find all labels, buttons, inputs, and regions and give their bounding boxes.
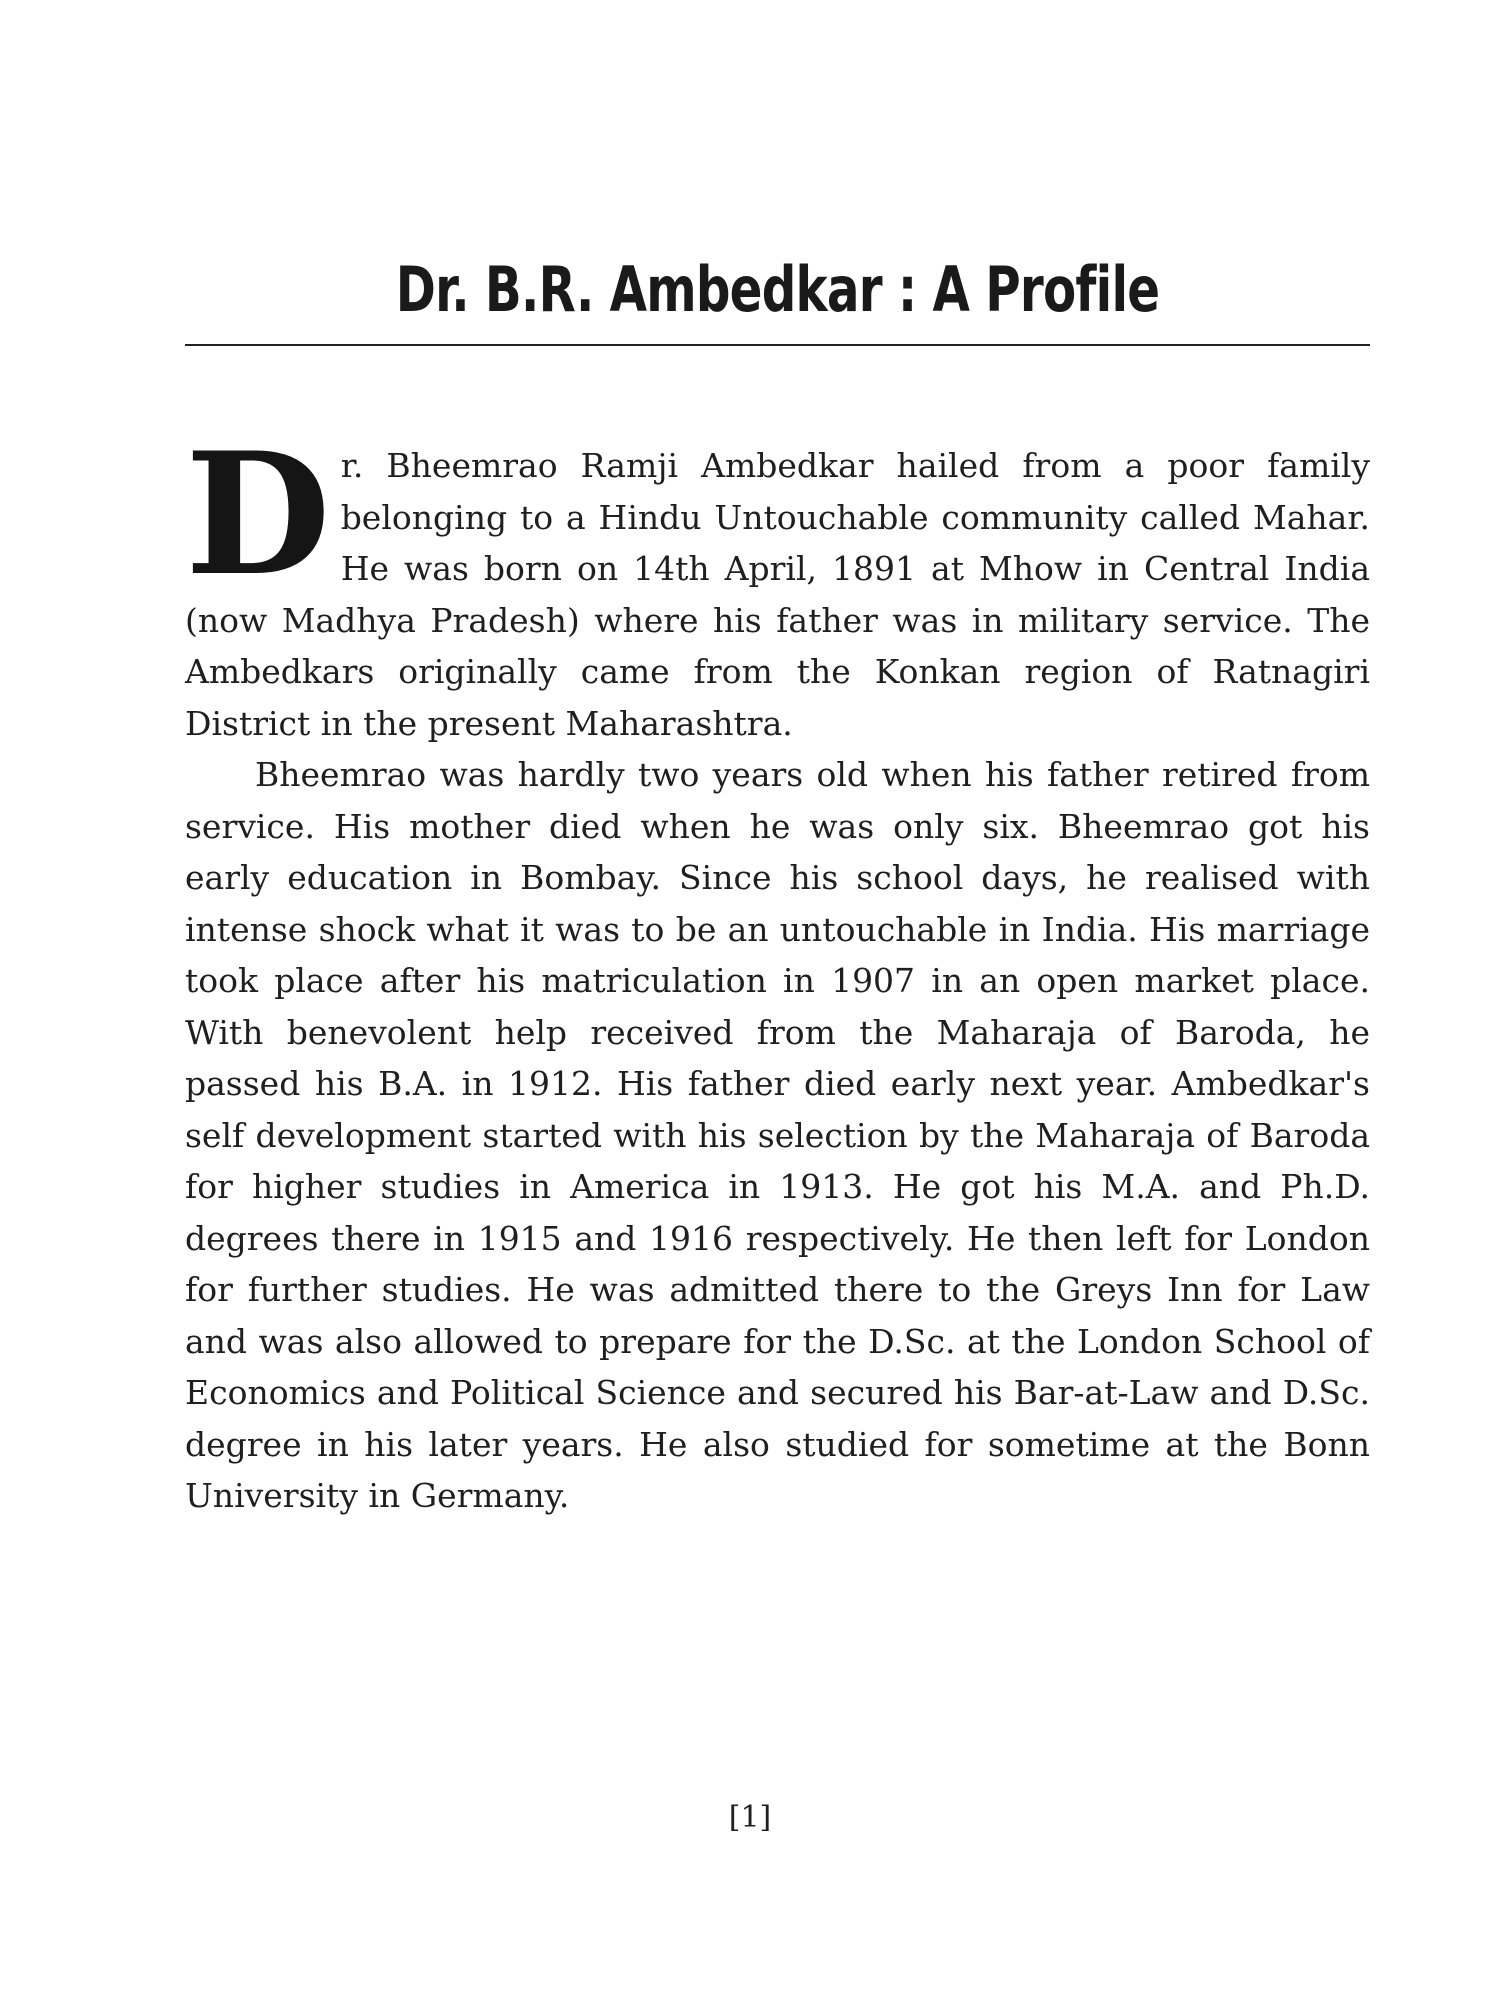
paragraph-2: Bheemrao was hardly two years old when his father retired from service. His mother died when he was only six. Bheemrao got his early education in Bombay. Since his school days, he realised with intense shock what it was to be an untouchable in India. His marriage took place after his matriculation in 1907 in an open market place. With benevolent help received from the Maharaja of Baroda, he passed his B.A. in 1912. His father died early next year. Ambedkar's self development started with his selection by the Maharaja of Baroda for higher studies in America in 1913. He got his M.A. and Ph.D. degrees there in 1915 and 1916 respectively. He then left for London for further studies. He was admitted there to the Greys Inn for Law and was also allowed to prepare for the D.Sc. at the London School of Economics and Political Science and secured his Bar-at-Law and D.Sc. degree in his later years. He also studied for sometime at the Bonn University in Germany. <box>185 755 1370 1515</box>
paragraph-1-text: r. Bheemrao Ramji Ambedkar hailed from a poor family belonging to a Hindu Untouchable community called Mahar. He was born on 14th April, 1891 at Mhow in Central India (now Madhya Pradesh) where his father was in military service. The Ambedkars originally came from the Konkan region of Ratnagiri District in the present Maharashtra. <box>185 446 1370 743</box>
title-underline <box>185 344 1370 346</box>
page-title: Dr. B.R. Ambedkar : A Profile <box>395 253 1160 326</box>
page-number: [1] <box>728 1800 772 1835</box>
body-text <box>185 415 1370 1522</box>
drop-cap: D <box>185 415 331 613</box>
paragraph-1 <box>185 415 1370 749</box>
